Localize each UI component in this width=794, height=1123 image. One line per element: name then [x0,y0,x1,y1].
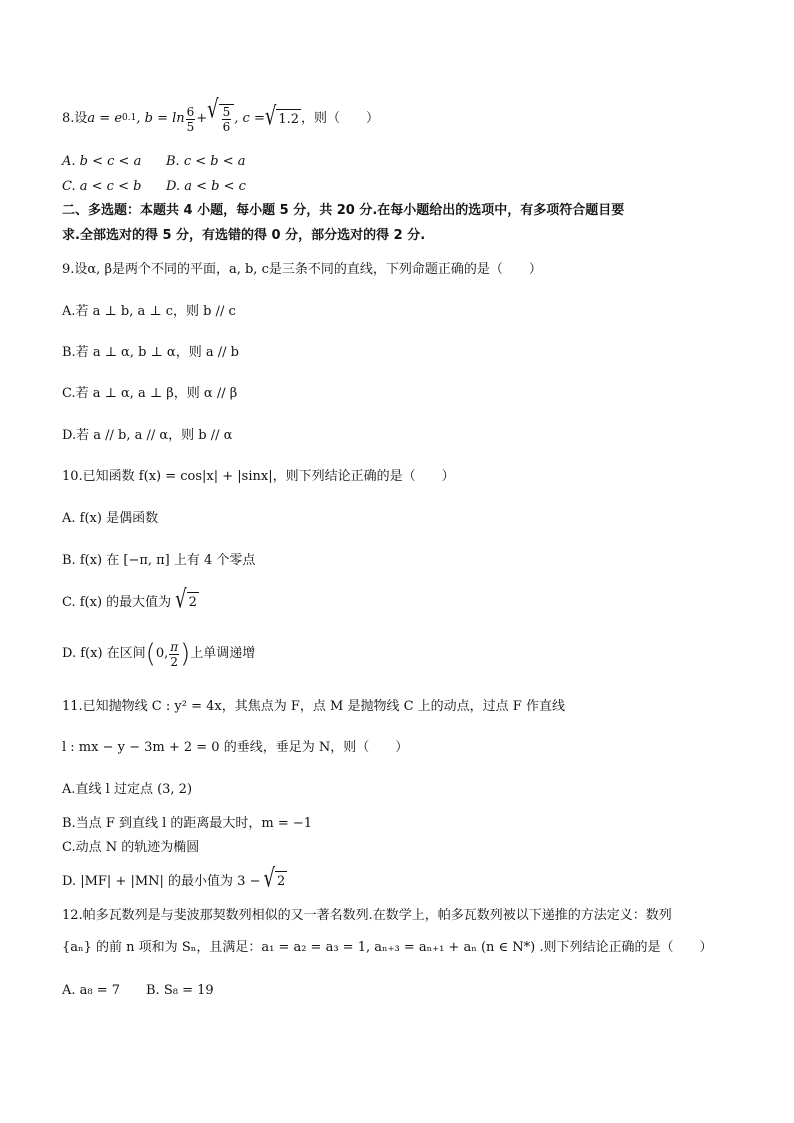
q8-option-a: A. b < c < a [62,154,142,169]
q8-option-c: C. a < c < b [62,179,142,194]
q8-expr-a: a = e [87,111,123,126]
q8-frac-b: $\frac{6}{5}$ [186,104,195,134]
q8-sqrt-frac: √ $\frac{5}{6}$ [207,104,234,134]
q9-option-b: B.若 a ⊥ α, b ⊥ α，则 a // b [62,345,239,360]
q9-option-d: D.若 a // b, a // α，则 b // α [62,428,233,443]
q8-expr-c: , c = [234,111,265,126]
q10-stem: 10.已知函数 f(x) = cos|x| + |sinx|，则下列结论正确的是（ ） [62,469,455,484]
q12-stem-2: {aₙ} 的前 n 项和为 Sₙ，且满足：a₁ = a₂ = a₃ = 1, aₙ₊₃ = aₙ₊₁ + aₙ (n ∈ N*) .则下列结论正确的是（ ） [62,940,713,955]
q11-stem-2: l : mx − y − 3m + 2 = 0 的垂线，垂足为 N，则（ ） [62,740,409,755]
q10-option-a: A. f(x) 是偶函数 [62,511,159,526]
q8-stem [62,95,380,134]
q11-stem-1: 11.已知抛物线 C : y² = 4x，其焦点为 F，点 M 是抛物线 C 上的动点，过点 F 作直线 [62,699,565,714]
q8-plus: + [196,111,208,126]
section2-line2: 求.全部选对的得 5 分，有选错的得 0 分，部分选对的得 2 分. [62,228,426,243]
q10-option-b: B. f(x) 在 [−π, π] 上有 4 个零点 [62,553,256,568]
q10-option-d-suffix: 上单调递增 [190,646,256,661]
q12-stem-1: 12.帕多瓦数列是与斐波那契数列相似的又一著名数列.在数学上，帕多瓦数列被以下递推的方法定义：数列 [62,908,672,923]
q10-option-c [62,585,199,615]
q9-option-a: A.若 a ⊥ b, a ⊥ c，则 b // c [62,304,236,319]
q8-stem-suffix: ，则（ ） [301,111,380,126]
q11-option-a: A.直线 l 过定点 (3, 2) [62,782,193,797]
q11-option-d-sqrt: √ 2 [263,864,286,894]
q8-expr-b: , b = ln [136,111,185,126]
q11-option-b: B.当点 F 到直线 l 的距离最大时，m = −1 [62,816,313,831]
q11-option-d-text: D. |MF| + |MN| 的最小值为 3 − [62,873,261,889]
q10-option-c-text: C. f(x) 的最大值为 [62,594,172,610]
q8-stem-prefix: 8.设 [62,111,88,126]
q10-option-d-zero: 0, [155,646,169,661]
q10-option-d-frac: $\frac{\pi}{2}$ [170,639,179,669]
q10-option-d-text: D. f(x) 在区间 [62,646,146,661]
q10-option-c-sqrt: √ 2 [175,585,197,615]
q11-option-c: C.动点 N 的轨迹为椭圆 [62,840,200,855]
q12-option-b: B. S₈ = 19 [146,983,214,998]
q12-option-a: A. a₈ = 7 [62,983,121,998]
section2-line1: 二、多选题：本题共 4 小题，每小题 5 分，共 20 分.在每小题给出的选项中，有多项符合题目要 [62,203,625,218]
q8-option-d: D. a < b < c [166,179,246,194]
q8-option-b: B. c < b < a [166,154,246,169]
q9-option-c: C.若 a ⊥ α, a ⊥ β，则 α // β [62,386,238,401]
q11-option-d [62,864,287,894]
q10-option-d: D. f(x) 在区间 ( 0, $\frac{\pi}{2}$ ) 上单调递增 [62,639,256,669]
q8-exp-a: 0.1 [122,113,137,123]
q9-stem: 9.设α, β是两个不同的平面，a, b, c是三条不同的直线，下列命题正确的是（ ） [62,262,542,277]
q8-sqrt-c: √ 1.2 [264,101,300,131]
